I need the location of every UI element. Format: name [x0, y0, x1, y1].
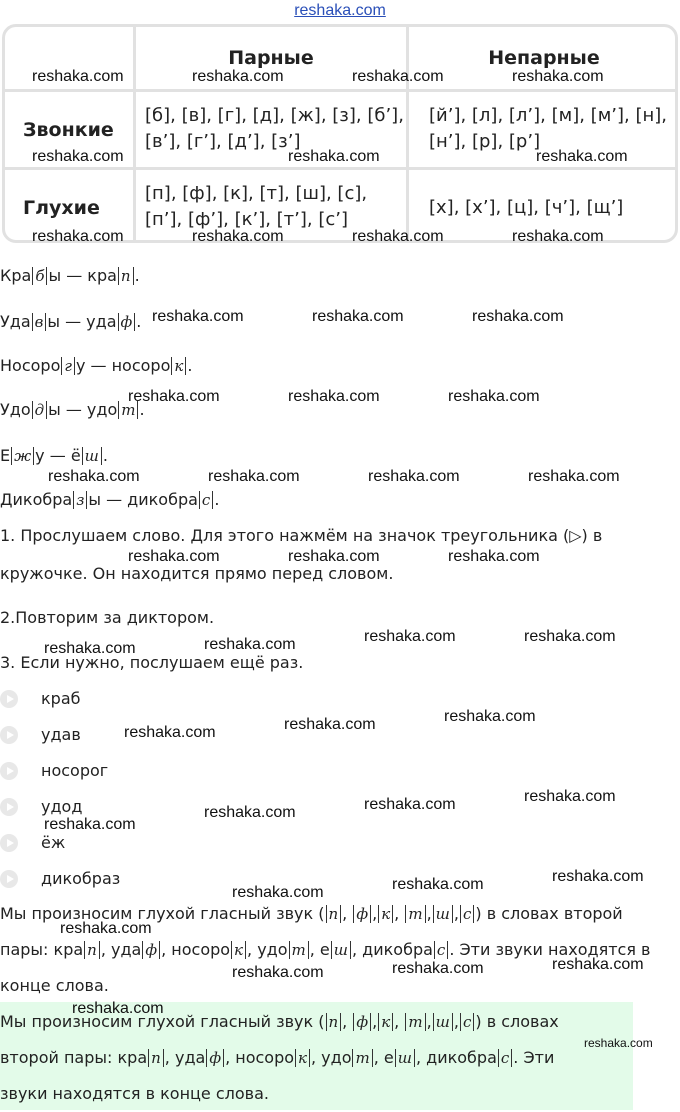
watermark: reshaka.com	[352, 68, 444, 85]
word-text: у — носоро	[75, 356, 171, 375]
word-text: .	[102, 446, 108, 465]
watermark: reshaka.com	[552, 956, 644, 973]
pair-line	[0, 266, 140, 285]
play-icon[interactable]	[0, 726, 18, 744]
word-text: Носоро	[0, 356, 61, 375]
conclusion-line: пары: кра п , уда ф , носоро к , удо т , е ш , дикобра с . Эти звуки находятся в	[0, 940, 651, 959]
watermark: reshaka.com	[536, 148, 628, 165]
word-text: .	[139, 400, 145, 419]
watermark: reshaka.com	[128, 548, 220, 565]
instruction-step3: 3. Если нужно, послушаем ещё раз.	[0, 653, 304, 672]
col-header-paired: Парные	[228, 47, 314, 69]
word-text: ы — кра	[48, 266, 117, 285]
audio-word[interactable]: краб	[41, 689, 81, 708]
audio-word[interactable]: носорог	[41, 761, 109, 780]
word-text: .	[136, 312, 142, 331]
watermark: reshaka.com	[444, 708, 536, 725]
word-text: у — ё	[35, 446, 81, 465]
watermark: reshaka.com	[448, 548, 540, 565]
answer-line: звуки находятся в конце слова.	[0, 1084, 269, 1103]
watermark: reshaka.com	[48, 468, 140, 485]
sound-mark: ж	[11, 447, 34, 465]
sound-mark: г	[61, 357, 75, 375]
watermark: reshaka.com	[364, 796, 456, 813]
word-text: Удо	[0, 400, 31, 419]
sound-mark: ш	[82, 447, 102, 465]
table-divider	[5, 167, 675, 170]
watermark: reshaka.com	[524, 628, 616, 645]
answer-line: второй пары: кра п , уда ф , носоро к , удо т , е ш , дикобра с . Эти	[0, 1048, 555, 1067]
watermark: reshaka.com	[288, 548, 380, 565]
watermark: reshaka.com	[44, 816, 136, 833]
word-text: .	[134, 266, 140, 285]
watermark: reshaka.com	[60, 920, 152, 937]
sound-mark: т	[118, 401, 138, 419]
audio-word[interactable]: удод	[41, 797, 83, 816]
watermark: reshaka.com	[288, 388, 380, 405]
word-text: Е	[0, 446, 11, 465]
watermark: reshaka.com	[192, 228, 284, 245]
voiced-unpaired-line1: [й’], [л], [л’], [м], [м’], [н],	[429, 105, 668, 126]
audio-word[interactable]: дикобраз	[41, 869, 121, 888]
col-header-unpaired: Непарные	[488, 47, 600, 69]
watermark: reshaka.com	[584, 1036, 653, 1050]
word-text: Дикобра	[0, 490, 73, 509]
watermark: reshaka.com	[528, 468, 620, 485]
watermark: reshaka.com	[524, 788, 616, 805]
play-icon[interactable]	[0, 870, 18, 888]
sound-mark: к	[171, 357, 186, 375]
table-divider	[5, 89, 675, 92]
play-icon[interactable]	[0, 798, 18, 816]
answer-line: Мы произносим глухой гласный звук ( п , ф , к , т , ш , с ) в словах	[0, 1012, 559, 1031]
watermark: reshaka.com	[128, 388, 220, 405]
watermark: reshaka.com	[284, 716, 376, 733]
word-text: .	[214, 490, 220, 509]
pair-line	[0, 490, 219, 509]
play-icon[interactable]	[0, 690, 18, 708]
sound-mark: ф	[118, 313, 136, 331]
instruction-step1: 1. Прослушаем слово. Для этого нажмём на значок треугольника (▷) в	[0, 526, 603, 545]
conclusion-line: конце слова.	[0, 976, 109, 995]
word-text: .	[187, 356, 193, 375]
watermark: reshaka.com	[392, 876, 484, 893]
watermark: reshaka.com	[368, 468, 460, 485]
watermark: reshaka.com	[204, 636, 296, 653]
conclusion-paragraph	[0, 896, 676, 1004]
audio-word[interactable]: ёж	[41, 833, 66, 852]
watermark: reshaka.com	[32, 148, 124, 165]
watermark: reshaka.com	[232, 884, 324, 901]
sound-mark: з	[73, 491, 87, 509]
answer-paragraph	[0, 1004, 600, 1112]
play-icon[interactable]	[0, 762, 18, 780]
word-text: Уда	[0, 312, 31, 331]
watermark: reshaka.com	[44, 640, 136, 657]
watermark: reshaka.com	[288, 148, 380, 165]
site-link[interactable]: reshaka.com	[294, 2, 386, 19]
voiceless-paired-line2: [п’], [ф’], [к’], [т’], [с’]	[145, 209, 349, 230]
instruction-step2: 2.Повторим за диктором.	[0, 608, 215, 627]
sound-mark: д	[32, 401, 48, 419]
sound-mark: с	[199, 491, 213, 509]
watermark: reshaka.com	[32, 228, 124, 245]
voiceless-unpaired-line1: [х], [х’], [ц], [ч’], [щ’]	[429, 197, 624, 218]
conclusion-line: Мы произносим глухой гласный звук ( п , ф , к , т , ш , с ) в словах второй	[0, 904, 623, 923]
word-text: ы — уда	[47, 312, 117, 331]
watermark: reshaka.com	[392, 960, 484, 977]
word-text: ы — удо	[48, 400, 118, 419]
voiced-paired-line1: [б], [в], [г], [д], [ж], [з], [б’],	[145, 105, 404, 126]
watermark: reshaka.com	[512, 68, 604, 85]
watermark: reshaka.com	[472, 308, 564, 325]
watermark: reshaka.com	[352, 228, 444, 245]
sound-mark: в	[32, 313, 47, 331]
watermark: reshaka.com	[512, 228, 604, 245]
answer-block	[0, 1002, 633, 1110]
row-header-voiced: Звонкие	[23, 119, 114, 141]
watermark: reshaka.com	[124, 724, 216, 741]
consonants-table	[2, 24, 678, 243]
watermark: reshaka.com	[448, 388, 540, 405]
pair-line	[0, 400, 145, 419]
pair-line	[0, 446, 108, 465]
watermark: reshaka.com	[208, 468, 300, 485]
watermark: reshaka.com	[32, 68, 124, 85]
watermark: reshaka.com	[312, 308, 404, 325]
voiced-unpaired-line2: [н’], [р], [р’]	[429, 131, 541, 152]
word-text: Кра	[0, 266, 32, 285]
pair-line	[0, 312, 141, 331]
voiced-paired-line2: [в’], [г’], [д’], [з’]	[145, 131, 301, 152]
play-icon[interactable]	[0, 834, 18, 852]
row-header-voiceless: Глухие	[23, 197, 100, 219]
watermark: reshaka.com	[72, 1000, 164, 1017]
word-text: ы — дикобра	[88, 490, 198, 509]
watermark: reshaka.com	[204, 804, 296, 821]
watermark: reshaka.com	[364, 628, 456, 645]
instruction-step1-cont: кружочке. Он находится прямо перед словом.	[0, 564, 394, 583]
watermark: reshaka.com	[232, 964, 324, 981]
sound-mark: б	[32, 267, 47, 285]
watermark: reshaka.com	[152, 308, 244, 325]
audio-word[interactable]: удав	[41, 725, 81, 744]
watermark: reshaka.com	[192, 68, 284, 85]
watermark: reshaka.com	[552, 868, 644, 885]
sound-mark: п	[118, 267, 134, 285]
voiceless-paired-line1: [п], [ф], [к], [т], [ш], [с],	[145, 183, 368, 204]
pair-line	[0, 356, 192, 375]
